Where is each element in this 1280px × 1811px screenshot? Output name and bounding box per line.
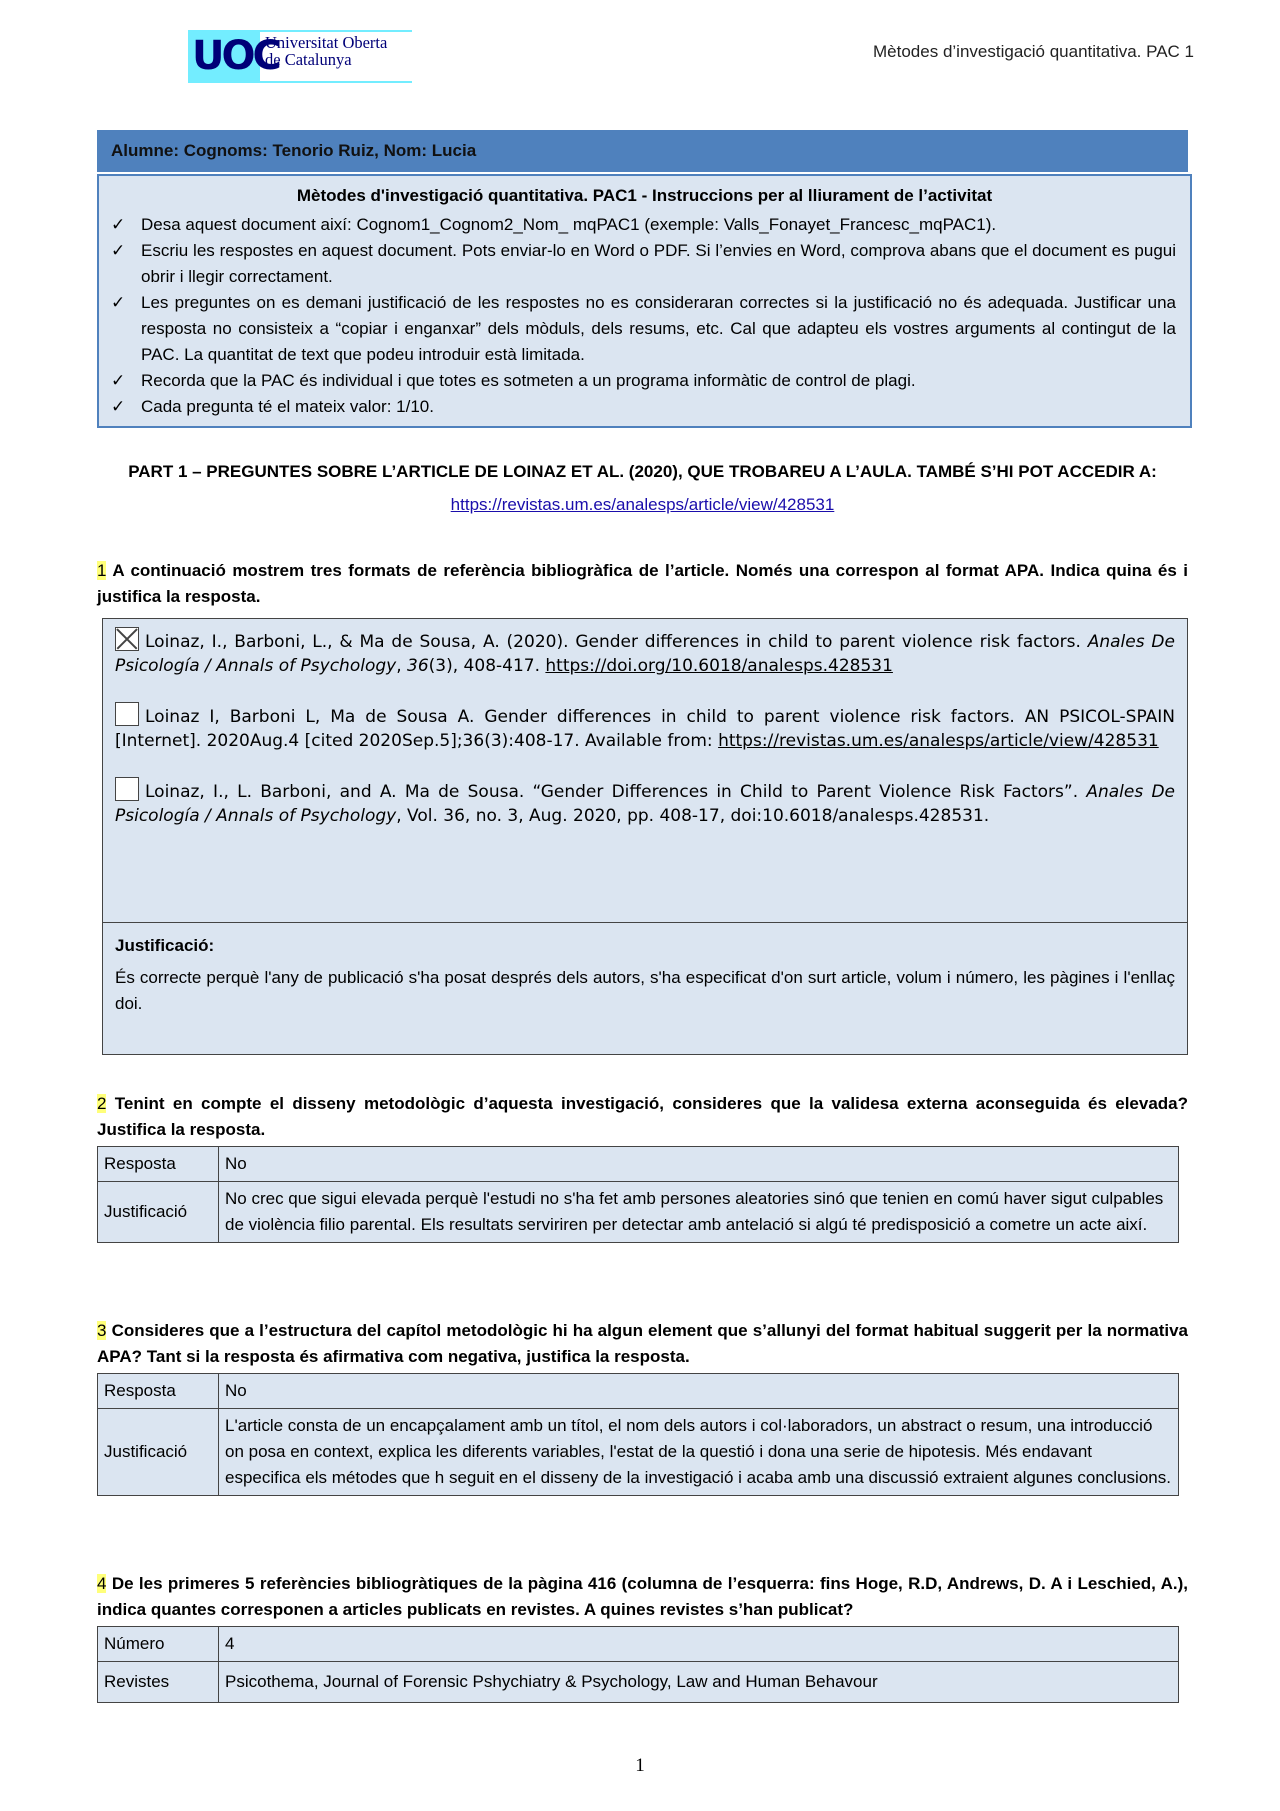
journals-value[interactable]: Psicothema, Journal of Forensic Pshychiatry & Psychology, Law and Human Behavour (219, 1662, 1179, 1703)
justification-value[interactable]: L'article consta de un encapçalament amb un títol, el nom dels autors i col·laboradors, un abstract o resum, una introducció on posa en context, explica les diferents variables, l'estat de la questió i dona una serie de hipotesis. Més endavant especifica els métodes que h seguit en el disseny de la investigació i acaba amb una discussió extraient algunes conclusions. (219, 1409, 1179, 1496)
check-icon: ✓ (111, 397, 126, 416)
question-number: 3 (97, 1321, 107, 1340)
instructions-box (97, 174, 1192, 428)
question-number: 2 (97, 1094, 107, 1113)
doi-link[interactable]: https://doi.org/10.6018/analesps.428531 (545, 656, 893, 676)
question-1: 1 A continuació mostrem tres formats de referència bibliogràfica de l’article. Només una correspon al format APA. Indica quina és i justifica la resposta. (97, 561, 1188, 606)
table-row (98, 1147, 1179, 1182)
table-row (98, 1182, 1179, 1243)
question-2: 2 Tenint en compte el disseny metodològic d’aquesta investigació, consideres que la validesa externa aconseguida és elevada? Justifica la resposta. (97, 1094, 1188, 1139)
document-header-title: Mètodes d’investigació quantitativa. PAC 1 (873, 42, 1194, 61)
article-link[interactable]: https://revistas.um.es/analesps/article/view/428531 (450, 495, 835, 514)
q3-answer-table (97, 1373, 1179, 1496)
instruction-item: ✓ Desa aquest document així: Cognom1_Cognom2_Nom_ mqPAC1 (exemple: Valls_Fonayet_Francesc_mqPAC1). (111, 212, 1176, 238)
q1-justification (115, 933, 1175, 1017)
page-number: 1 (635, 1755, 645, 1776)
justification-label: Justificació: (115, 936, 215, 955)
check-icon: ✓ (111, 371, 126, 390)
journals-label: Revistes (98, 1662, 219, 1703)
q4-answer-table (97, 1626, 1179, 1703)
question-number: 1 (97, 561, 107, 580)
instruction-item: ✓ Les preguntes on es demani justificació de les respostes no es consideraran correctes si la justificació no és adequada. Justificar una resposta no consisteix a “copiar i enganxar” dels mòduls, dels resums, etc. Cal que adapteu els vostres arguments al contingut de la PAC. La quantitat de text que podeu introduir està limitada. (111, 290, 1176, 368)
table-row (98, 1627, 1179, 1662)
checked-checkbox-icon[interactable] (115, 627, 139, 651)
reference-option-apa: Loinaz, I., Barboni, L., & Ma de Sousa, A. (2020). Gender differences in child to parent violence risk factors. Anales De Psicología / Annals of Psychology, 36(3), 408-417. https://doi.org/10.6018/analesps.428531 (115, 627, 1175, 678)
question-3: 3 Consideres que a l’estructura del capítol metodològic hi ha algun element que s’allunyi del format habitual suggerit per la normativa APA? Tant si la resposta és afirmativa com negativa, justifica la resposta. (97, 1321, 1188, 1366)
part1-title: PART 1 – PREGUNTES SOBRE L’ARTICLE DE LOINAZ ET AL. (2020), QUE TROBAREU A L’AULA. TAMBÉ S’HI POT ACCEDIR A: (128, 462, 1157, 481)
checkbox-icon[interactable] (115, 702, 139, 726)
reference-options-box (102, 618, 1188, 1055)
student-name: Alumne: Cognoms: Tenorio Ruiz, Nom: Lucia (111, 141, 477, 160)
justification-value[interactable]: No crec que sigui elevada perquè l'estudi no s'ha fet amb persones aleatories sinó que tenien en comú haver sigut culpables de violència filio parental. Els resultats serviriren per detectar amb antelació si algú té predisposició a cometre un acte així. (219, 1182, 1179, 1243)
article-url-link[interactable]: https://revistas.um.es/analesps/article/view/428531 (718, 731, 1159, 751)
answer-label: Resposta (98, 1374, 219, 1409)
instruction-item: ✓ Recorda que la PAC és individual i que totes es sotmeten a un programa informàtic de control de plagi. (111, 368, 1176, 394)
check-icon: ✓ (111, 293, 126, 312)
instruction-item: ✓ Escriu les respostes en aquest document. Pots enviar-lo en Word o PDF. Si l’envies en Word, comprova abans que el document es pugui obrir i llegir correctament. (111, 238, 1176, 290)
uoc-logo-text: Universitat Oberta de Catalunya (260, 30, 412, 83)
reference-option-vancouver: Loinaz I, Barboni L, Ma de Sousa A. Gender differences in child to parent violence risk factors. AN PSICOL-SPAIN [Internet]. 2020Aug.4 [cited 2020Sep.5];36(3):408-17. Available from: https://revistas.um.es/analesps/article/view/428531 (115, 702, 1175, 753)
uoc-logo (188, 30, 412, 83)
uoc-logo-mark: UOC (188, 30, 260, 83)
number-value[interactable]: 4 (219, 1627, 1179, 1662)
instructions-title: Mètodes d'investigació quantitativa. PAC1 - Instruccions per al lliurament de l’activitat (296, 186, 993, 205)
answer-label: Resposta (98, 1147, 219, 1182)
question-number: 4 (97, 1574, 107, 1593)
q2-answer-table (97, 1146, 1179, 1243)
table-row (98, 1374, 1179, 1409)
justification-label: Justificació (98, 1182, 219, 1243)
instruction-item: ✓ Cada pregunta té el mateix valor: 1/10. (111, 394, 1176, 420)
check-icon: ✓ (111, 241, 126, 260)
table-row (98, 1409, 1179, 1496)
answer-value[interactable]: No (219, 1374, 1179, 1409)
number-label: Número (98, 1627, 219, 1662)
student-name-bar (97, 130, 1188, 172)
checkbox-icon[interactable] (115, 777, 139, 801)
answer-value[interactable]: No (219, 1147, 1179, 1182)
check-icon: ✓ (111, 215, 126, 234)
instructions-list (99, 212, 1190, 420)
reference-option-mla: Loinaz, I., L. Barboni, and A. Ma de Sousa. “Gender Differences in Child to Parent Violence Risk Factors”. Anales De Psicología / Annals of Psychology, Vol. 36, no. 3, Aug. 2020, pp. 408-17, doi:10.6018/analesps.428531. (115, 777, 1175, 828)
question-4: 4 De les primeres 5 referències bibliogràtiques de la pàgina 416 (columna de l’esquerra: fins Hoge, R.D, Andrews, D. A i Leschied, A.), indica quantes corresponen a articles publicats en revistes. A quines revistes s’han publicat? (97, 1574, 1188, 1619)
justification-label: Justificació (98, 1409, 219, 1496)
table-row (98, 1662, 1179, 1703)
justification-text[interactable]: És correcte perquè l'any de publicació s'ha posat després dels autors, s'ha especificat d'on surt article, volum i número, les pàgines i l'enllaç doi. (115, 968, 1175, 1013)
